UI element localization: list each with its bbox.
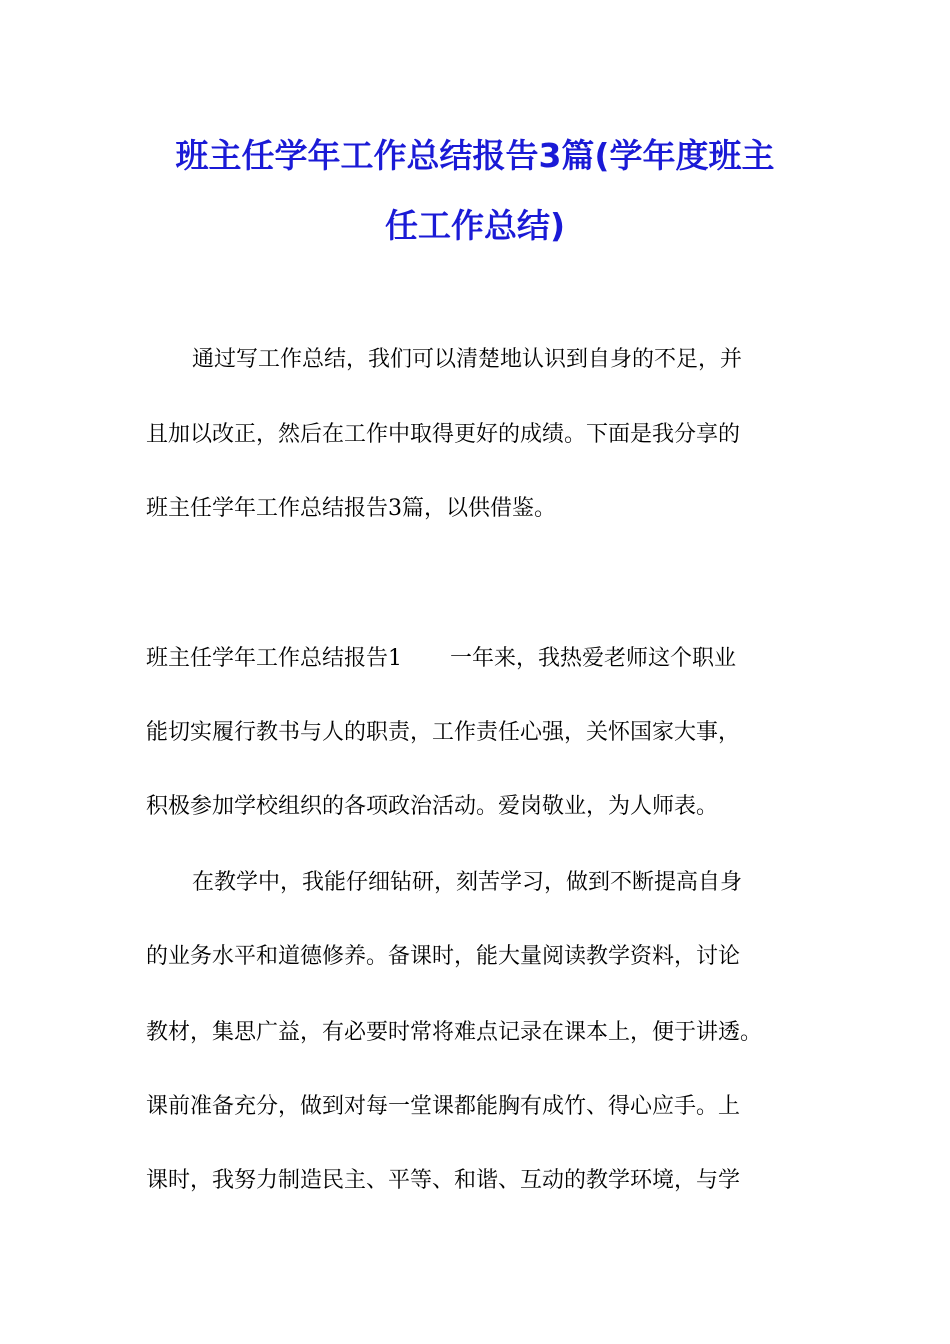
section-1-heading: 班主任学年工作总结报告1 bbox=[146, 646, 402, 671]
section-1-first-line bbox=[146, 644, 736, 674]
paragraph-2-line-1: 在教学中，我能仔细钻研，刻苦学习，做到不断提高自身 bbox=[192, 870, 743, 895]
document-title-line-1: 班主任学年工作总结报告3篇(学年度班主 bbox=[175, 136, 775, 175]
intro-line-3: 班主任学年工作总结报告3篇，以供借鉴。 bbox=[146, 496, 556, 521]
section-1-line-2: 能切实履行教书与人的职责，工作责任心强，关怀国家大事， bbox=[146, 720, 741, 745]
intro-line-1: 通过写工作总结，我们可以清楚地认识到自身的不足，并 bbox=[192, 347, 743, 372]
document-title-line-2: 任工作总结) bbox=[384, 206, 566, 245]
intro-line-2: 且加以改正，然后在工作中取得更好的成绩。下面是我分享的 bbox=[146, 422, 741, 447]
paragraph-2-line-3: 教材，集思广益，有必要时常将难点记录在课本上，便于讲透。 bbox=[146, 1020, 763, 1045]
section-1-first-text: 一年来，我热爱老师这个职业 bbox=[450, 646, 737, 671]
section-1-line-3: 积极参加学校组织的各项政治活动。爱岗敬业，为人师表。 bbox=[146, 794, 719, 819]
paragraph-2-line-4: 课前准备充分，做到对每一堂课都能胸有成竹、得心应手。上 bbox=[146, 1094, 741, 1119]
paragraph-2-line-5: 课时，我努力制造民主、平等、和谐、互动的教学环境，与学 bbox=[146, 1168, 741, 1193]
paragraph-2-line-2: 的业务水平和道德修养。备课时，能大量阅读教学资料，讨论 bbox=[146, 944, 741, 969]
